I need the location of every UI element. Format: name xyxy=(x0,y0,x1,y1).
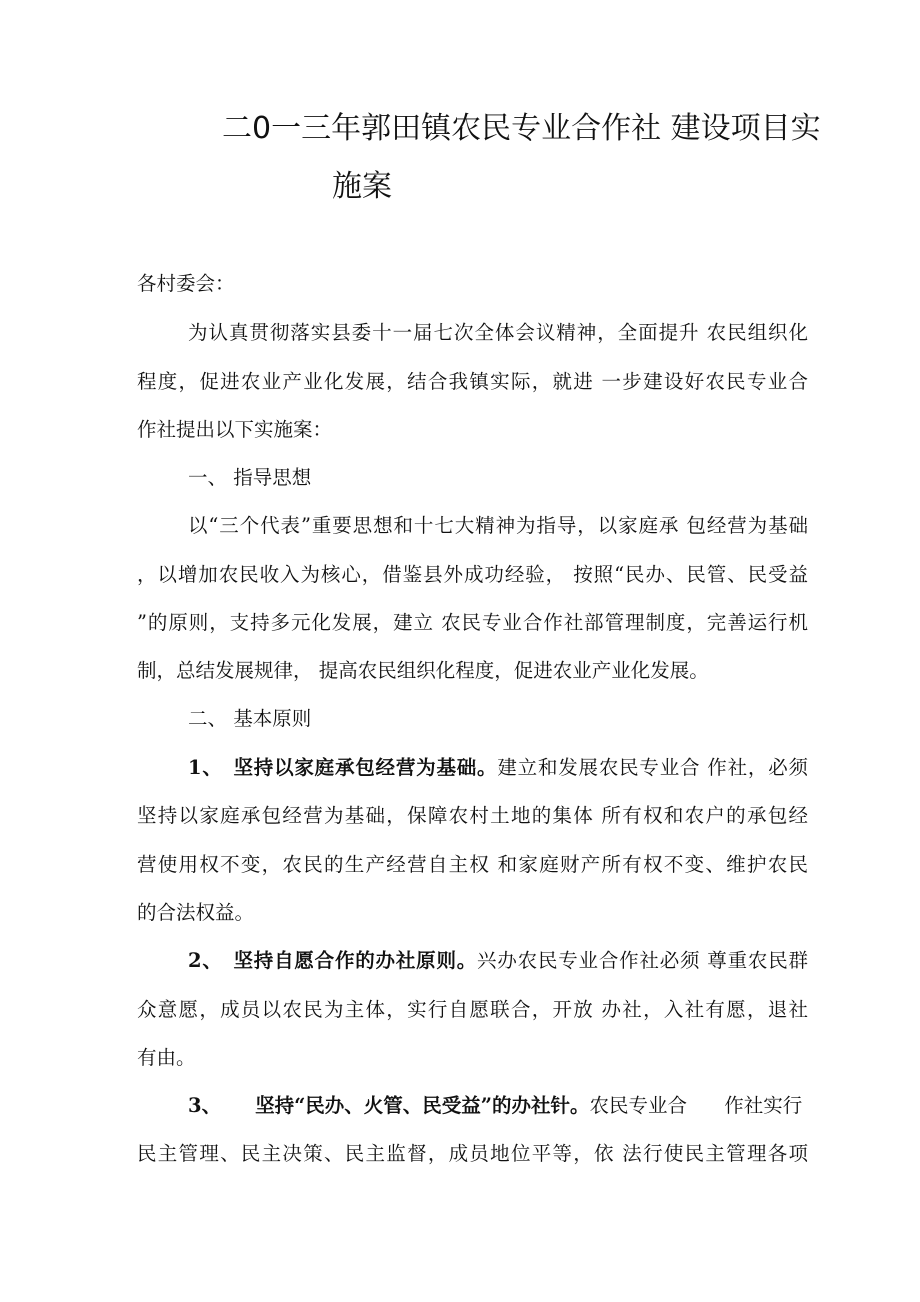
salutation: 各村委会： xyxy=(137,272,235,295)
principle-3-title: 坚持“民办、火管、民受益”的办社针。 xyxy=(255,1094,590,1117)
title-line-2: 施案 xyxy=(332,169,392,204)
principle-1-number: 1、 xyxy=(188,756,223,779)
principle-1-line-4: 的合法权益。 xyxy=(137,901,255,924)
intro-line-1: 为认真贯彻落实县委十一届七次全体会议精神，全面提升 农民组织化 xyxy=(188,321,808,344)
section1-line-2: ，以增加农民收入为核心，借鉴县外成功经验， 按照“民办、民管、民受益 xyxy=(137,563,808,586)
section2-heading: 二、 基本原则 xyxy=(188,707,312,730)
principle-3-number: 3、 xyxy=(188,1094,222,1117)
principle-1-title: 坚持以家庭承包经营为基础。 xyxy=(232,756,498,779)
principle-2-number: 2、 xyxy=(188,949,223,972)
principle-2-line-2: 众意愿，成员以农民为主体，实行自愿联合，开放 办社，入社有愿，退社 xyxy=(137,998,808,1021)
principle-2-line-1 xyxy=(188,945,808,973)
principle-2-text: 兴办农民专业合作社必须 尊重农民群 xyxy=(477,949,808,972)
principle-2-title: 坚持自愿合作的办社原则。 xyxy=(232,949,478,972)
principle-3-line-1 xyxy=(188,1090,808,1118)
section1-line-4: 制，总结发展规律， 提高农民组织化程度，促进农业产业化发展。 xyxy=(137,659,709,682)
principle-1-line-2: 坚持以家庭承包经营为基础，保障农村土地的集体 所有权和农户的承包经 xyxy=(137,804,808,827)
section1-heading: 一、 指导思想 xyxy=(188,466,312,489)
principle-3-line-2: 民主管理、民主决策、民主监督，成员地位平等，依 法行使民主管理各项 xyxy=(137,1142,808,1165)
section1-line-1: 以“三个代表”重要思想和十七大精神为指导，以家庭承 包经营为基础 xyxy=(188,514,808,537)
principle-1-line-3: 营使用权不变，农民的生产经营自主权 和家庭财产所有权不变、维护农民 xyxy=(137,853,808,876)
section1-line-3: ”的原则，支持多元化发展，建立 农民专业合作社部管理制度，完善运行机 xyxy=(137,611,808,634)
principle-2-line-3: 有由。 xyxy=(137,1046,196,1069)
principle-3-text: 农民专业合 作社实行 xyxy=(589,1094,803,1117)
principle-1-line-1 xyxy=(188,752,808,780)
intro-line-2: 程度，促进农业产业化发展，结合我镇实际，就进 一步建设好农民专业合 xyxy=(137,370,808,393)
title-line-1: 二0一三年郭田镇农民专业合作社 建设项目实 xyxy=(222,111,821,146)
principle-1-text: 建立和发展农民专业合 作社，必须 xyxy=(497,756,808,779)
intro-line-3: 作社提出以下实施案： xyxy=(137,418,333,441)
